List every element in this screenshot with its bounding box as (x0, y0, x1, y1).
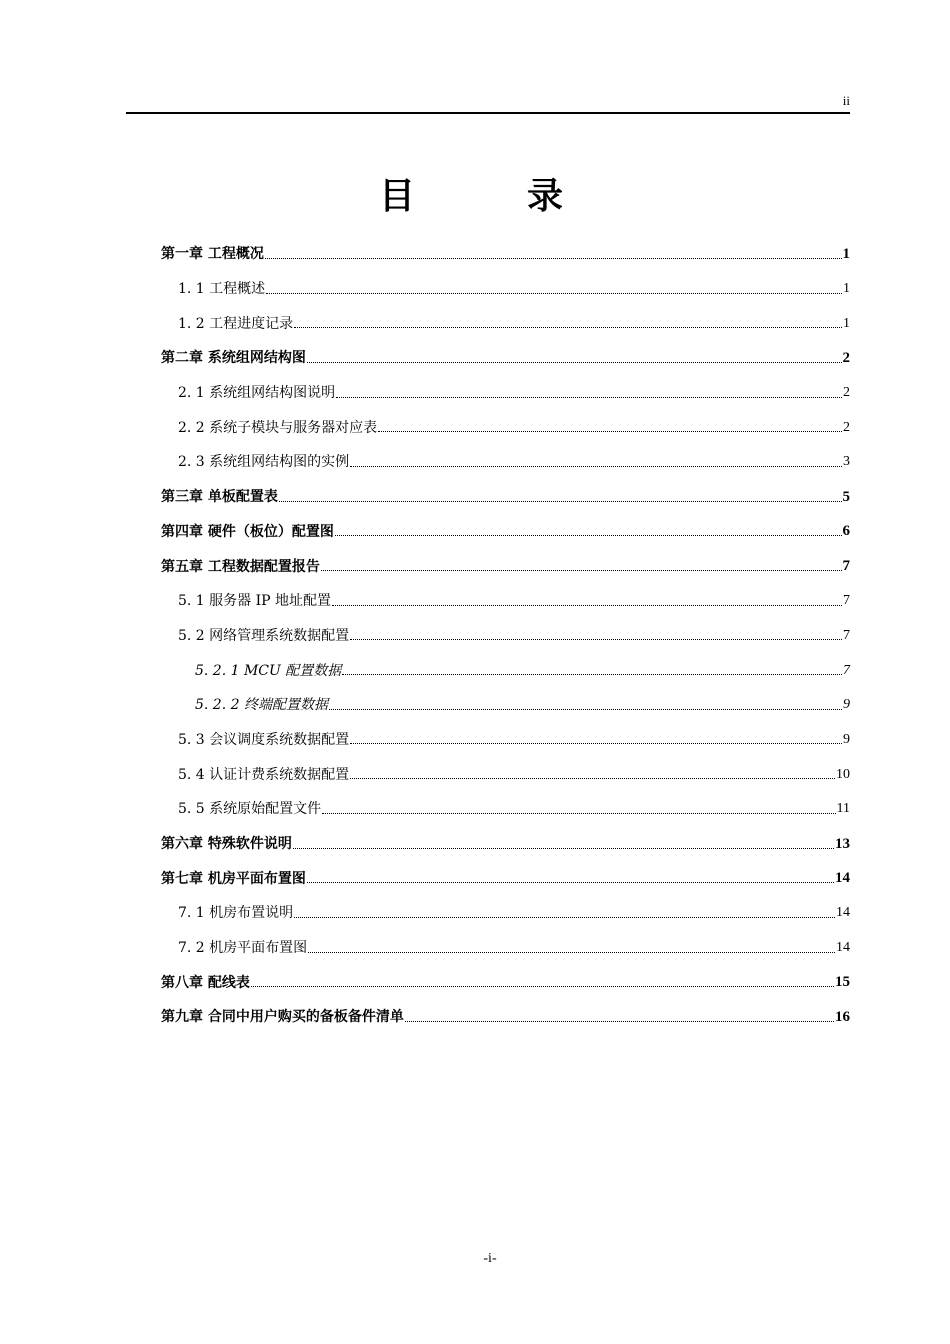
toc-entry-page: 10 (836, 766, 850, 782)
toc-entry-page: 14 (836, 940, 850, 956)
toc-dot-leader (307, 362, 842, 363)
toc-entry-page: 9 (843, 731, 850, 747)
toc-entry[interactable] (161, 757, 850, 792)
toc-entry[interactable] (161, 1000, 850, 1035)
toc-entry[interactable] (161, 688, 850, 723)
toc-dot-leader (266, 293, 842, 294)
toc-entry-page: 7 (843, 593, 850, 609)
toc-dot-leader (308, 952, 835, 953)
toc-entry-page: 16 (835, 1008, 850, 1025)
toc-entry-page: 9 (843, 697, 850, 713)
toc-entry[interactable] (161, 376, 850, 411)
toc-entry-label: 1. 1 工程概述 (178, 281, 266, 298)
toc-entry-label: 7. 1 机房布置说明 (178, 905, 294, 922)
toc-dot-leader (332, 605, 842, 606)
toc-entry-label: 5. 4 认证计费系统数据配置 (178, 766, 350, 783)
toc-dot-leader (294, 327, 842, 328)
toc-entry-label: 5. 2. 1 MCU 配置数据 (195, 662, 342, 679)
toc-dot-leader (405, 1021, 834, 1022)
toc-entry-page: 3 (843, 454, 850, 470)
toc-entry-page: 1 (842, 245, 850, 262)
toc-entry-label: 1. 2 工程进度记录 (178, 315, 294, 332)
toc-entry[interactable] (161, 931, 850, 966)
toc-entry-page: 5 (842, 488, 850, 505)
header-rule (126, 112, 850, 114)
toc-dot-leader (307, 882, 834, 883)
toc-entry-label: 5. 5 系统原始配置文件 (178, 801, 322, 818)
toc-dot-leader (251, 986, 834, 987)
toc-entry-page: 15 (835, 974, 850, 991)
toc-dot-leader (279, 501, 842, 502)
toc-entry[interactable] (161, 723, 850, 758)
toc-entry-page: 1 (843, 315, 850, 331)
toc-dot-leader (378, 431, 842, 432)
toc-entry-page: 2 (843, 419, 850, 435)
toc-entry-page: 14 (836, 905, 850, 921)
toc-dot-leader (265, 258, 842, 259)
toc-dot-leader (321, 570, 842, 571)
toc-entry[interactable] (161, 237, 850, 272)
toc-entry-page: 6 (842, 523, 850, 540)
toc-dot-leader (350, 466, 842, 467)
table-of-contents (161, 237, 850, 1035)
toc-entry-page: 11 (836, 801, 850, 817)
toc-entry-label: 第三章 单板配置表 (161, 489, 278, 506)
footer-page-number: -i- (483, 1251, 497, 1266)
toc-entry[interactable] (161, 965, 850, 1000)
toc-entry[interactable] (161, 272, 850, 307)
toc-dot-leader (293, 848, 834, 849)
toc-entry-page: 13 (835, 835, 850, 852)
toc-entry[interactable] (161, 306, 850, 341)
toc-entry-page: 7 (843, 627, 850, 643)
toc-dot-leader (329, 709, 842, 710)
toc-entry-label: 5. 2 网络管理系统数据配置 (178, 627, 350, 644)
toc-entry[interactable] (161, 549, 850, 584)
toc-entry-label: 第二章 系统组网结构图 (161, 350, 306, 367)
toc-entry[interactable] (161, 792, 850, 827)
toc-entry-page: 7 (842, 558, 850, 575)
toc-entry-label: 第九章 合同中用户购买的备板备件清单 (161, 1009, 404, 1026)
toc-entry[interactable] (161, 515, 850, 550)
toc-entry[interactable] (161, 653, 850, 688)
toc-entry-label: 2. 1 系统组网结构图说明 (178, 385, 336, 402)
toc-entry-label: 5. 3 会议调度系统数据配置 (178, 731, 350, 748)
toc-entry[interactable] (161, 410, 850, 445)
toc-entry-label: 2. 3 系统组网结构图的实例 (178, 454, 350, 471)
toc-entry[interactable] (161, 619, 850, 654)
toc-entry[interactable] (161, 896, 850, 931)
toc-entry-label: 5. 1 服务器 IP 地址配置 (178, 593, 332, 610)
header-page-number: ii (842, 93, 850, 108)
toc-entry-page: 1 (843, 281, 850, 297)
toc-entry-label: 第八章 配线表 (161, 974, 250, 991)
toc-entry[interactable] (161, 584, 850, 619)
toc-dot-leader (322, 813, 835, 814)
toc-entry-page: 7 (843, 662, 850, 678)
toc-entry-page: 14 (835, 870, 850, 887)
toc-entry[interactable] (161, 341, 850, 376)
toc-entry[interactable] (161, 861, 850, 896)
toc-entry-label: 第四章 硬件（板位）配置图 (161, 523, 334, 540)
toc-dot-leader (350, 778, 835, 779)
toc-entry[interactable] (161, 480, 850, 515)
toc-dot-leader (294, 917, 835, 918)
toc-dot-leader (336, 397, 842, 398)
toc-entry[interactable] (161, 445, 850, 480)
toc-entry-label: 7. 2 机房平面布置图 (178, 940, 308, 957)
toc-entry-page: 2 (843, 385, 850, 401)
toc-entry-page: 2 (842, 349, 850, 366)
toc-entry-label: 第一章 工程概况 (161, 246, 264, 263)
toc-entry-label: 第五章 工程数据配置报告 (161, 558, 320, 575)
toc-dot-leader (350, 639, 842, 640)
toc-entry-label: 2. 2 系统子模块与服务器对应表 (178, 419, 378, 436)
toc-entry[interactable] (161, 827, 850, 862)
toc-dot-leader (342, 674, 842, 675)
toc-entry-label: 第六章 特殊软件说明 (161, 836, 292, 853)
toc-dot-leader (335, 535, 842, 536)
toc-dot-leader (350, 743, 842, 744)
toc-entry-label: 第七章 机房平面布置图 (161, 870, 306, 887)
toc-entry-label: 5. 2. 2 终端配置数据 (195, 697, 328, 714)
toc-title: 目 录 (378, 176, 601, 217)
